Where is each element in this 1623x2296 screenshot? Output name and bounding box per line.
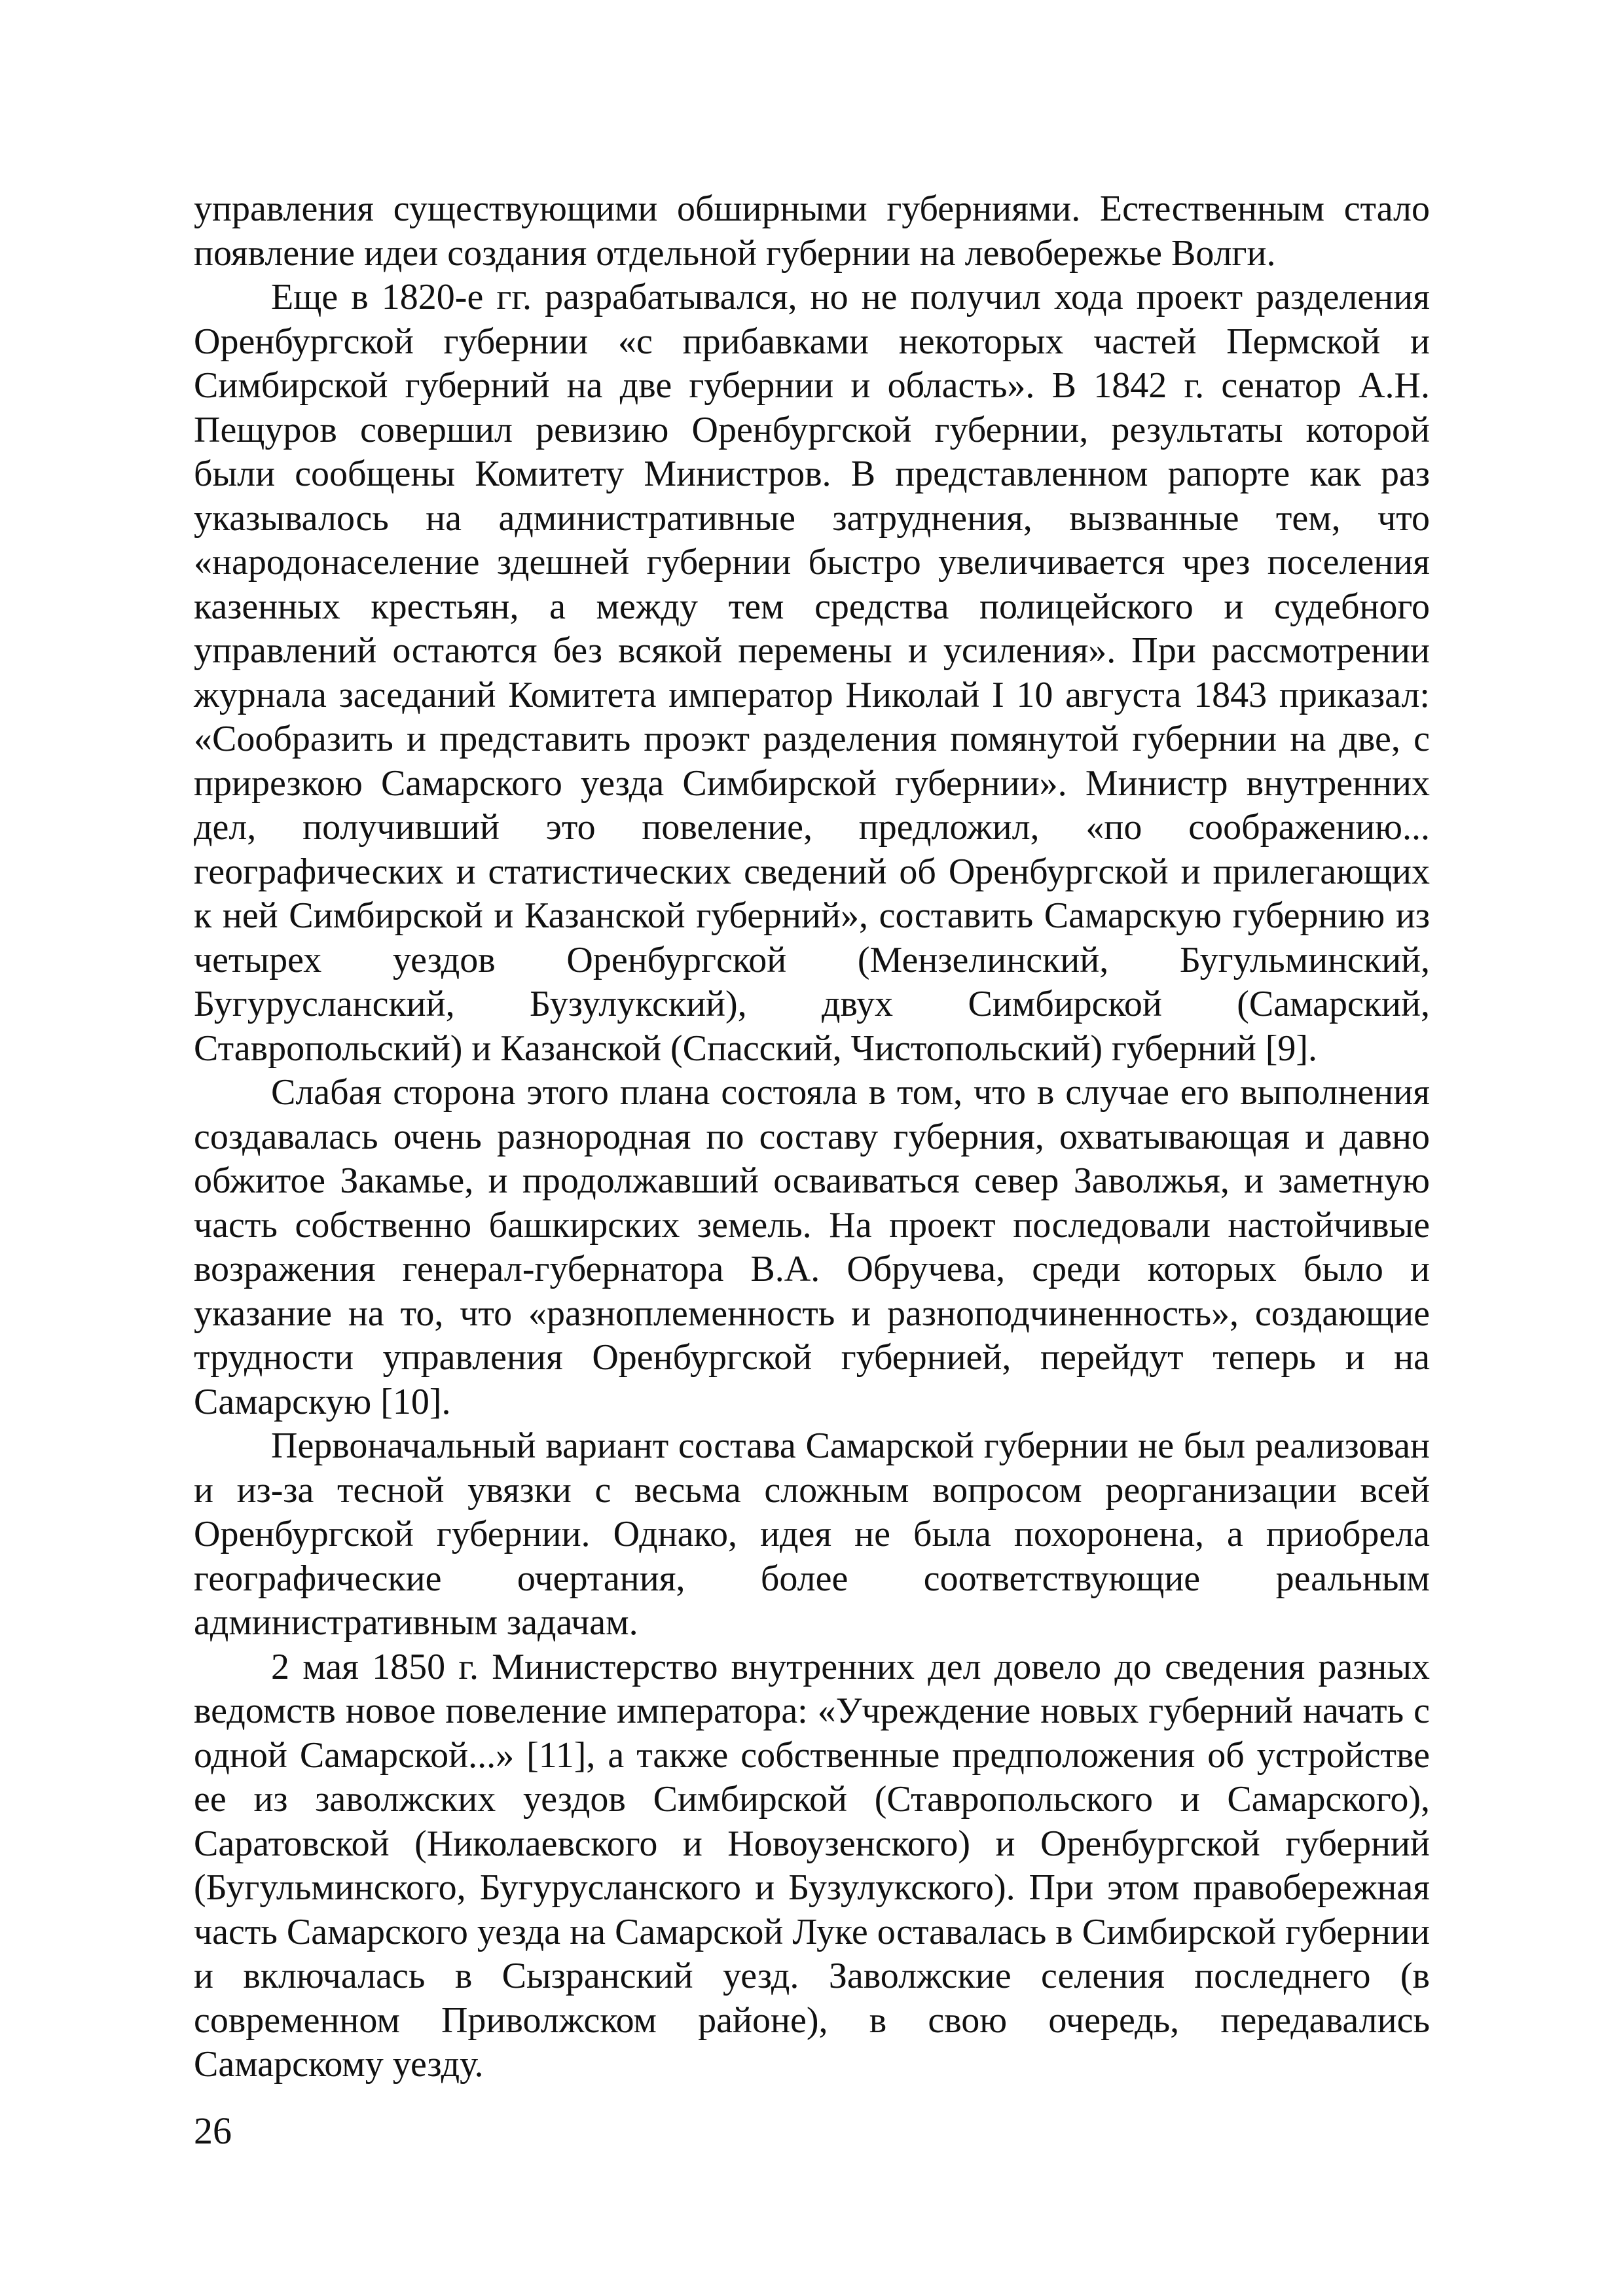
paragraph-plan-weakness: Слабая сторона этого плана состояла в том, что в случае его выполнения создавалась очень разнородная по составу губерния, охватывающая и давно обжитое Закамье, и продолжавший осваиваться север Заволжья, и заметную часть собственно башкирских земель. На проект последовали настойчивые возражения генерал-губернатора В.А. Обручева, среди которых было и указание на то, что «разноплеменность и разноподчиненность», создающие трудности управления Оренбургской губернией, перейдут теперь и на Самарскую [10]. xyxy=(194,1072,1430,1422)
paragraph-first-variant: Первоначальный вариант состава Самарской губернии не был реализован и из-за тесной увязки с весьма сложным вопросом реорганизации всей Оренбургской губернии. Однако, идея не была похоронена, а приобрела географические очертания, более соответствующие реальным административным задачам. xyxy=(194,1426,1430,1643)
paragraph-may-1850: 2 мая 1850 г. Министерство внутренних дел довело до сведения разных ведомств новое повеление императора: «Учреждение новых губерний начать с одной Самарской...» [11], а также собственные предположения об устройстве ее из заволжских уездов Симбирской (Ставропольского и Самарского), Саратовской (Николаевского и Новоузенского) и Оренбургской губерний (Бугульминского, Бугурусланского и Бузулукского). При этом правобережная часть Самарского уезда на Самарской Луке оставалась в Симбирской губернии и включалась в Сызранский уезд. Заволжские селения последнего (в современном Приволжском районе), в свою очередь, передавались Самарскому уезду. xyxy=(194,1646,1430,2085)
paragraph-project-1820s: Еще в 1820-е гг. разрабатывался, но не получил хода проект разделения Оренбургской губернии «с прибавками некоторых частей Пермской и Симбирской губерний на две губернии и область». В 1842 г. сенатор А.Н. Пещуров совершил ревизию Оренбургской губернии, результаты которой были сообщены Комитету Министров. В представленном рапорте как раз указывалось на административные затруднения, вызванные тем, что «народонаселение здешней губернии быстро увеличивается чрез поселения казенных крестьян, а между тем средства полицейского и судебного управлений остаются без всякой перемены и усиления». При рассмотрении журнала заседаний Комитета император Николай I 10 августа 1843 приказал: «Сообразить и представить проэкт разделения помянутой губернии на две, с прирезкою Самарского уезда Симбирской губернии». Министр внутренних дел, получивший это повеление, предложил, «по соображению... географических и статистических сведений об Оренбургской и прилегающих к ней Симбирской и Казанской губерний», составить Самарскую губернию из четырех уездов Оренбургской (Мензелинский, Бугульминский, Бугурусланский, Бузулукский), двух Симбирской (Самарский, Ставропольский) и Казанской (Спасский, Чистопольский) губерний [9]. xyxy=(194,277,1430,1069)
page-number: 26 xyxy=(194,2109,232,2152)
paragraph-continuation: управления существующими обширными губерниями. Естественным стало появление идеи создания отдельной губернии на левобережье Волги. xyxy=(194,188,1430,274)
body-text xyxy=(194,187,1430,2087)
